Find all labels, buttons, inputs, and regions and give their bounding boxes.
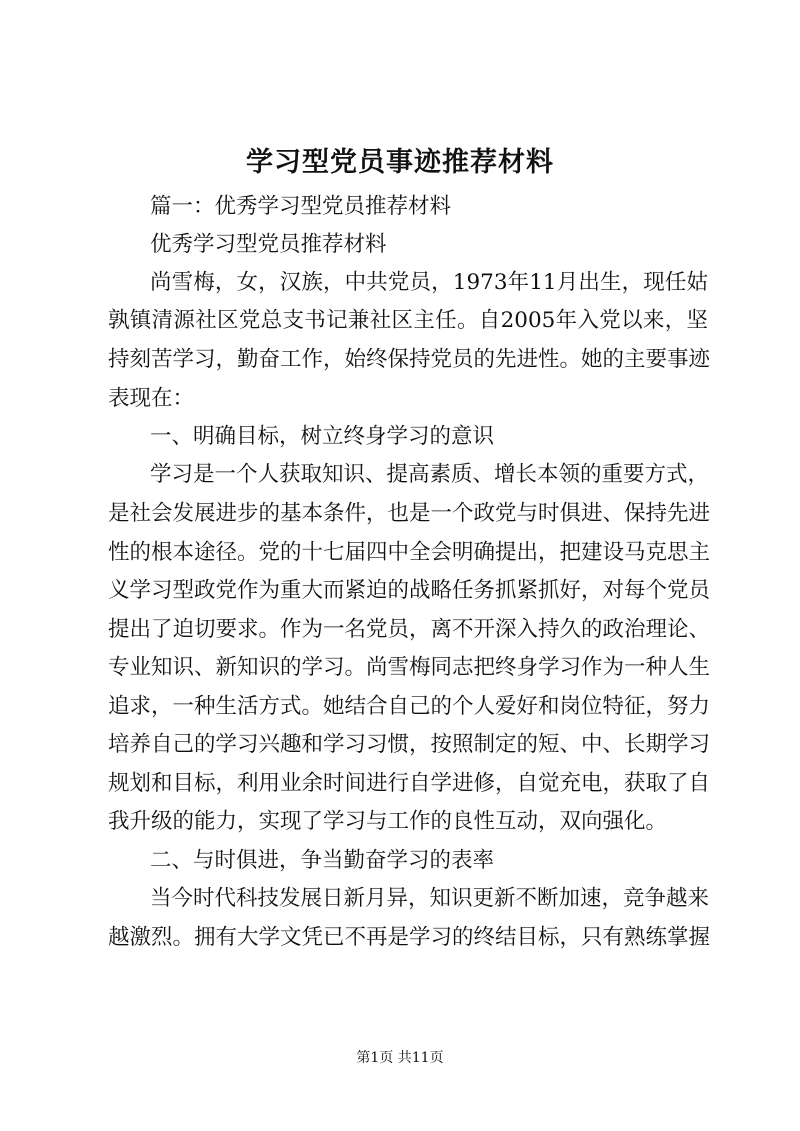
- text-line: 义学习型政党作为重大而紧迫的战略任务抓紧抓好，对每个党员: [108, 578, 711, 603]
- text-line: 追求，一种生活方式。她结合自己的个人爱好和岗位特征，努力: [108, 694, 711, 719]
- text-line: 是社会发展进步的基本条件，也是一个政党与时俱进、保持先进: [108, 501, 711, 526]
- text-line: 提出了迫切要求。作为一名党员，离不开深入持久的政治理论、: [108, 617, 711, 642]
- text-line: 性的根本途径。党的十七届四中全会明确提出，把建设马克思主: [108, 540, 711, 565]
- text-line: 尚雪梅，女，汉族，中共党员，1973年11月出生，现任姑: [150, 270, 708, 295]
- text-line: 孰镇清源社区党总支书记兼社区主任。自2005年入党以来，坚: [108, 308, 708, 333]
- text-line-heading: 优秀学习型党员推荐材料: [150, 232, 387, 257]
- document-title: 学习型党员事迹推荐材料: [246, 147, 554, 178]
- text-line: 持刻苦学习，勤奋工作，始终保持党员的先进性。她的主要事迹: [108, 347, 711, 372]
- text-line-subtitle: 篇一：优秀学习型党员推荐材料: [150, 194, 452, 219]
- text-line: 培养自己的学习兴趣和学习习惯，按照制定的短、中、长期学习: [108, 732, 711, 757]
- section-heading-2: 二、与时俱进，争当勤奋学习的表率: [150, 848, 495, 873]
- section-heading-1: 一、明确目标，树立终身学习的意识: [150, 424, 495, 449]
- text-line: 规划和目标，利用业余时间进行自学进修，自觉充电，获取了自: [108, 771, 711, 796]
- text-line: 学习是一个人获取知识、提高素质、增长本领的重要方式，: [150, 462, 710, 487]
- text-line: 当今时代科技发展日新月异，知识更新不断加速，竞争越来: [150, 886, 710, 911]
- text-line: 我升级的能力，实现了学习与工作的良性互动，双向强化。: [108, 809, 668, 834]
- text-line: 表现在：: [108, 386, 195, 411]
- page-number-footer: 第1页 共11页: [356, 1050, 444, 1066]
- text-line: 越激烈。拥有大学文凭已不再是学习的终结目标，只有熟练掌握: [108, 925, 711, 950]
- text-line: 专业知识、新知识的学习。尚雪梅同志把终身学习作为一种人生: [108, 655, 711, 680]
